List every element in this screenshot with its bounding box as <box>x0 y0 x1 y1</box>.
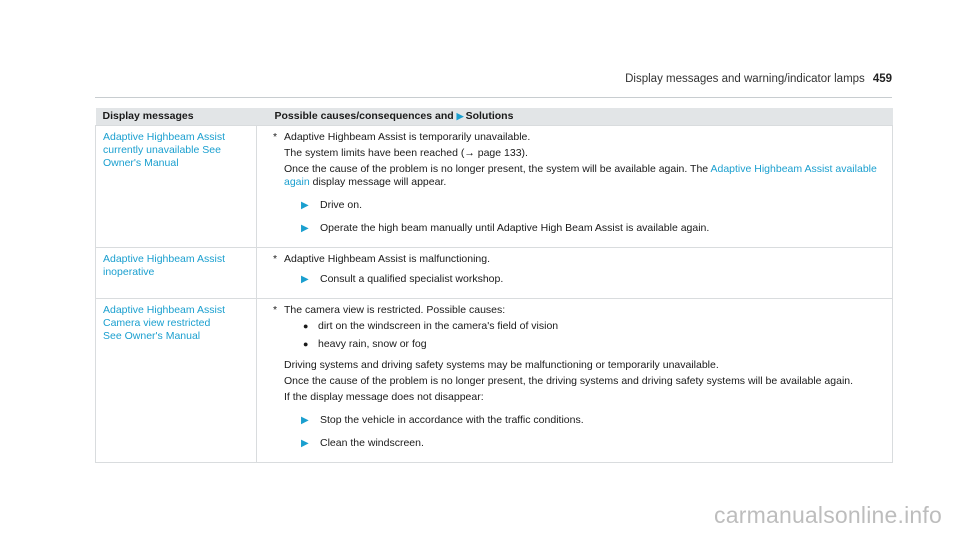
action-step: ▶ Drive on. <box>301 199 363 211</box>
list-item: ● dirt on the windscreen in the camera's field of vision <box>303 320 559 332</box>
action-step: ▶ Clean the windscreen. <box>301 437 424 449</box>
play-arrow-icon: ▶ <box>301 274 309 285</box>
display-message-cell: Adaptive Highbeam Assist currently unavailable See Owner's Manual <box>96 126 257 248</box>
play-arrow-icon: ▶ <box>456 111 464 121</box>
page-number: 459 <box>872 73 892 85</box>
play-arrow-icon: ▶ <box>301 438 309 449</box>
col-header-display-messages: Display messages <box>96 108 257 126</box>
detail-text: Once the cause of the problem is no longer present, the driving systems and driving safety systems will be available again. <box>284 375 854 387</box>
detail-text: The system limits have been reached (→ page 133). <box>284 147 528 159</box>
causes-solutions-cell <box>257 248 893 299</box>
bullet-icon: ● <box>303 339 309 349</box>
action-step: ▶ Operate the high beam manually until Adaptive High Beam Assist is available again. <box>301 222 710 234</box>
cause-text: Adaptive Highbeam Assist is temporarily unavailable. <box>284 131 531 143</box>
watermark: carmanualsonline.info <box>714 502 942 528</box>
display-message-cell: Adaptive Highbeam Assist Camera view restricted See Owner's Manual <box>96 299 257 463</box>
play-arrow-icon: ▶ <box>301 200 309 211</box>
action-step: ▶ Consult a qualified specialist workshop. <box>301 273 504 285</box>
table-row <box>96 248 893 299</box>
col-header-causes-solutions: Possible causes/consequences and ▶ Solutions <box>257 108 893 126</box>
page-header <box>95 73 892 98</box>
play-arrow-icon: ▶ <box>301 415 309 426</box>
action-step: ▶ Stop the vehicle in accordance with the traffic conditions. <box>301 414 584 426</box>
cause-text: Adaptive Highbeam Assist is malfunctioning. <box>284 253 491 265</box>
asterisk-marker: * <box>273 131 278 143</box>
table-header-row <box>96 108 893 126</box>
display-messages-table <box>95 108 893 463</box>
bullet-icon: ● <box>303 321 309 331</box>
detail-text: Driving systems and driving safety systems may be malfunctioning or temporarily unavailable. <box>284 359 719 371</box>
cause-text: The camera view is restricted. Possible causes: <box>284 304 506 316</box>
referenced-message: Adaptive Highbeam Assist available again <box>284 163 877 188</box>
list-item: ● heavy rain, snow or fog <box>303 338 427 350</box>
causes-solutions-cell <box>257 299 893 463</box>
header-title: Display messages and warning/indicator lamps <box>625 73 865 85</box>
detail-text: Once the cause of the problem is no longer present, the system will be available again. The Adaptive Highbeam Assist available again display message will appear. <box>284 163 877 188</box>
asterisk-marker: * <box>273 253 278 265</box>
asterisk-marker: * <box>273 304 278 316</box>
detail-text: If the display message does not disappear: <box>284 391 484 403</box>
causes-solutions-cell <box>257 126 893 248</box>
play-arrow-icon: ▶ <box>301 223 309 234</box>
table-row <box>96 299 893 463</box>
display-message-cell: Adaptive Highbeam Assist inoperative <box>96 248 257 299</box>
running-header <box>625 73 892 85</box>
table-row <box>96 126 893 248</box>
